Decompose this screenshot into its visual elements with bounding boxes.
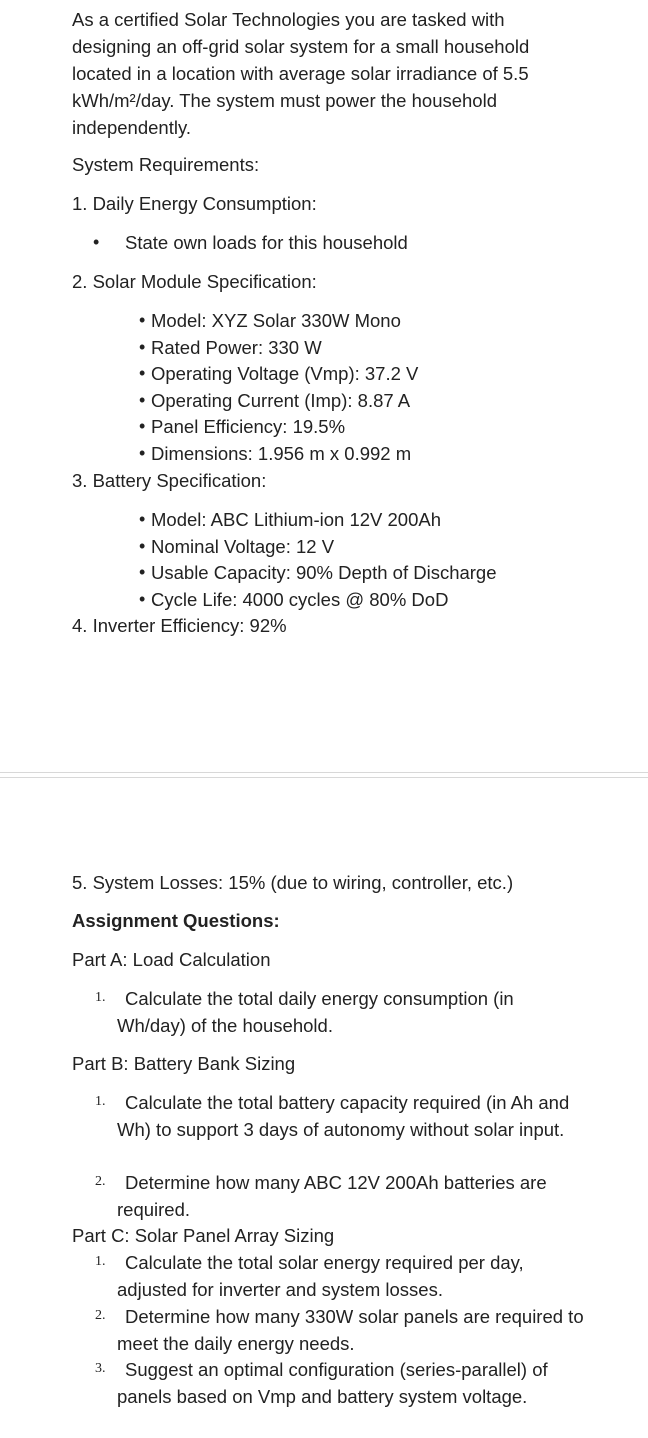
req2-title: 2. Solar Module Specification: [72,271,317,292]
bullet-marker: • [139,416,146,436]
req5-text: 5. System Losses: 15% (due to wiring, controller, etc.) [72,872,514,893]
bullet-marker: • [139,509,146,529]
partA-question-1: Calculate the total daily energy consumption (in Wh/day) of the household. [117,988,514,1036]
req2-bullet-6: Dimensions: 1.956 m x 0.992 m [151,443,412,464]
question-number: 3. [95,1361,106,1376]
req2-bullet-3: Operating Voltage (Vmp): 37.2 V [151,363,419,384]
req1-title: 1. Daily Energy Consumption: [72,193,317,214]
req4-text: 4. Inverter Efficiency: 92% [72,615,287,636]
partC-title: Part C: Solar Panel Array Sizing [72,1225,335,1246]
req1-bullet-1: State own loads for this household [125,232,408,253]
bullet-marker: • [139,390,146,410]
document-page-2 [0,778,648,1438]
partC-question-1: Calculate the total solar energy required per day, adjusted for inverter and system losses. [117,1252,524,1300]
question-number: 2. [95,1174,106,1189]
req3-bullet-4: Cycle Life: 4000 cycles @ 80% DoD [151,589,449,610]
req2-bullet-4: Operating Current (Imp): 8.87 A [151,390,411,411]
partB-title: Part B: Battery Bank Sizing [72,1053,296,1074]
bullet-marker: • [139,310,146,330]
req2-bullet-5: Panel Efficiency: 19.5% [151,416,346,437]
intro-paragraph: As a certified Solar Technologies you are tasked with designing an off-grid solar system for a small household located in a location with average solar irradiance of 5.5 kWh/m²/day. The system must power the household independently. [72,9,530,138]
partA-title: Part A: Load Calculation [72,949,271,970]
bullet-marker: • [139,337,146,357]
req3-bullet-2: Nominal Voltage: 12 V [151,536,335,557]
requirements-heading: System Requirements: [72,154,260,175]
question-number: 2. [95,1308,106,1323]
partC-question-2: Determine how many 330W solar panels are required to meet the daily energy needs. [117,1306,584,1354]
req3-bullet-3: Usable Capacity: 90% Depth of Discharge [151,562,497,583]
question-number: 1. [95,1094,106,1109]
bullet-marker: • [139,443,146,463]
req3-bullet-1: Model: ABC Lithium-ion 12V 200Ah [151,509,442,530]
partB-question-1: Calculate the total battery capacity required (in Ah and Wh) to support 3 days of autonomy without solar input. [117,1092,570,1140]
bullet-marker: • [139,363,146,383]
partC-question-3: Suggest an optimal configuration (series-parallel) of panels based on Vmp and battery system voltage. [117,1359,548,1407]
req3-title: 3. Battery Specification: [72,470,267,491]
bullet-marker: • [139,589,146,609]
req2-bullet-2: Rated Power: 330 W [151,337,322,358]
questions-heading: Assignment Questions: [72,910,280,931]
bullet-marker: • [139,562,146,582]
question-number: 1. [95,990,106,1005]
bullet-marker: • [93,232,100,252]
req2-bullet-1: Model: XYZ Solar 330W Mono [151,310,401,331]
question-number: 1. [95,1254,106,1269]
bullet-marker: • [139,536,146,556]
partB-question-2: Determine how many ABC 12V 200Ah batteries are required. [117,1172,547,1220]
